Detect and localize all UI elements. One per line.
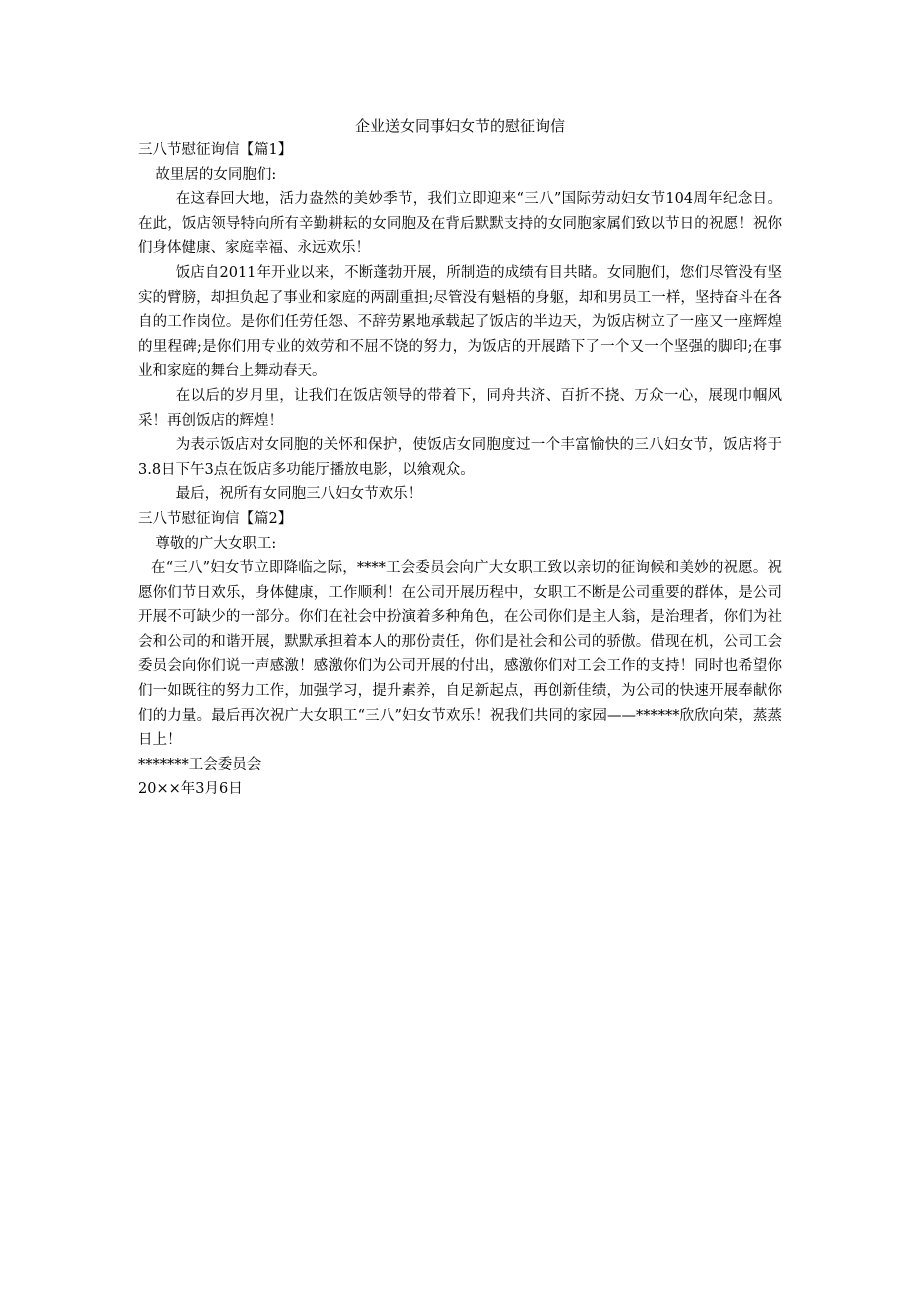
section-1-paragraph-3: 在以后的岁月里，让我们在饭店领导的带着下，同舟共济、百折不挠、万众一心，展现巾帼风采！再创饭店的辉煌！ [138,387,782,429]
document-title: 企业送女同事妇女节的慰征询信 [354,117,565,135]
section-1-salutation: 故里居的女同胞们: [155,166,277,183]
section-2-heading: 三八节慰征询信【篇2】 [138,510,293,527]
date: 20××年3月6日 [138,781,243,798]
section-1-paragraph-5: 最后，祝所有女同胞三八妇女节欢乐！ [175,486,423,503]
signature: *******工会委员会 [138,756,262,773]
section-2-body: 在“三八”妇女节立即降临之际，****工会委员会向广大女职工致以亲切的征询候和美妙的祝愿。祝愿你们节日欢乐，身体健康，工作顺利！在公司开展历程中，女职工不断是公司重要的群体，是公司开展不可缺少的一部分。你们在社会中扮演着多种角色，在公司你们是主人翁，是治理者，你们为社会和公司的和谐开展，默默承担着本人的那份责任，你们是社会和公司的骄傲。借现在机，公司工会委员会向你们说一声感激！感激你们为公司开展的付出，感激你们对工会工作的支持！同时也希望你们一如既往的努力工作，加强学习，提升素养，自足新起点，再创新佳绩，为公司的快速开展奉献你们的力量。最后再次祝广大女职工“三八”妇女节欢乐！祝我们共同的家园——******欣欣向荣，蒸蒸日上！ [138,560,782,749]
section-1-paragraph-4: 为表示饭店对女同胞的关怀和保护，使饭店女同胞度过一个丰富愉快的三八妇女节，饭店将于3.8日下午3点在饭店多功能厅播放电影，以飨观众。 [138,437,782,478]
section-1-heading: 三八节慰征询信【篇1】 [138,142,293,158]
document-body [138,138,782,802]
section-1-paragraph-2: 饭店自2011年开业以来，不断蓬勃开展，所制造的成绩有目共睹。女同胞们，您们尽管没有坚实的臂膀，却担负起了事业和家庭的两副重担;尽管没有魁梧的身躯，却和男员工一样，坚持奋斗在各自的工作岗位。是你们任劳任怨、不辞劳累地承载起了饭店的半边天，为饭店树立了一座又一座辉煌的里程碑;是你们用专业的效劳和不屈不饶的努力，为饭店的开展踏下了一个又一个坚强的脚印;在事业和家庭的舞台上舞动春天。 [138,264,782,380]
section-1-paragraph-1: 在这春回大地，活力盎然的美妙季节，我们立即迎来“三八”国际劳动妇女节104周年纪念日。在此，饭店领导特向所有辛勤耕耘的女同胞及在背后默默支持的女同胞家属们致以节日的祝愿！祝你们身体健康、家庭幸福、永远欢乐！ [138,191,782,257]
section-2-salutation: 尊敬的广大女职工: [155,535,277,552]
